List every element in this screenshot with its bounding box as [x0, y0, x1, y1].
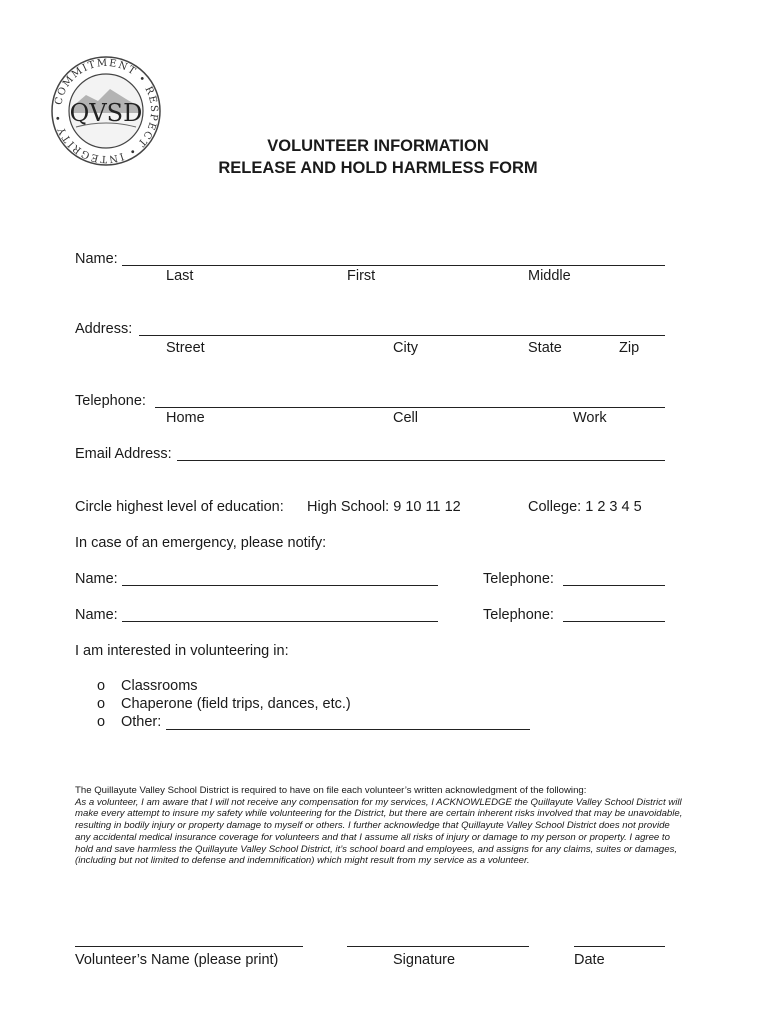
address-sub-zip: Zip [619, 340, 640, 356]
title-line-2: RELEASE AND HOLD HARMLESS FORM [218, 159, 538, 177]
telephone-sub-home: Home [166, 410, 205, 426]
telephone-sub-work: Work [573, 410, 607, 426]
logo-text: QVSD [69, 99, 143, 127]
emergency-phone-label-1: Telephone: [483, 571, 554, 587]
legal-body: As a volunteer, I am aware that I will not receive any compensation for my services, I ACKNOWLEDGE the Quillayute Valley School District will make every attempt to insure my safety while volunteering for the District, but there are certain inherent risks involved that may be unavoidable, resulting in bodily injury or property damage to myself or others. I further acknowledge that Quillayute Valley School District does not provide any accidental medical insurance coverage for volunteers and that I assume all risks of injury or damage to my person or property. I agree to hold and save harmless the Quillayute Valley School District, it’s school board and employees, and assigns for any claims, suites or damages, (including but not limited to defense and indemnification) which might result from my service as a volunteer. [75, 796, 683, 867]
emergency-phone-field-2[interactable] [563, 621, 665, 622]
legal-intro: The Quillayute Valley School District is required to have on file each volunteer’s written acknowledgment of the following: [75, 785, 587, 796]
name-field[interactable] [122, 265, 665, 266]
email-field[interactable] [177, 460, 665, 461]
emergency-phone-field-1[interactable] [563, 585, 665, 586]
address-field[interactable] [139, 335, 665, 336]
option-bullet-other[interactable]: o [97, 714, 106, 730]
telephone-field[interactable] [155, 407, 665, 408]
logo-ring-text: COMMITMENT • RESPECT • INTEGRITY • [52, 57, 160, 165]
emergency-name-label-2: Name: [75, 607, 118, 623]
name-sub-first: First [347, 268, 376, 284]
address-sub-city: City [393, 340, 418, 356]
name-sub-middle: Middle [528, 268, 571, 284]
date-field[interactable] [574, 946, 665, 947]
option-bullet-chaperone[interactable]: o [97, 696, 106, 712]
address-sub-state: State [528, 340, 562, 356]
education-college[interactable]: College: 1 2 3 4 5 [528, 499, 642, 515]
telephone-sub-cell: Cell [393, 410, 418, 426]
legal-text [75, 785, 687, 867]
volunteer-name-label: Volunteer’s Name (please print) [75, 952, 279, 968]
name-label: Name: [75, 251, 118, 267]
signature-field[interactable] [347, 946, 529, 947]
volunteer-name-field[interactable] [75, 946, 303, 947]
education-label: Circle highest level of education: [75, 499, 284, 515]
emergency-name-field-1[interactable] [122, 585, 438, 586]
emergency-phone-label-2: Telephone: [483, 607, 554, 623]
signature-label: Signature [393, 952, 456, 968]
name-sub-last: Last [166, 268, 194, 284]
emergency-name-field-2[interactable] [122, 621, 438, 622]
interest-heading: I am interested in volunteering in: [75, 643, 289, 659]
address-sub-street: Street [166, 340, 205, 356]
education-high-school[interactable]: High School: 9 10 11 12 [307, 499, 461, 515]
email-label: Email Address: [75, 446, 172, 462]
option-chaperone: Chaperone (field trips, dances, etc.) [121, 696, 351, 712]
emergency-name-label-1: Name: [75, 571, 118, 587]
address-label: Address: [75, 321, 133, 337]
option-other-field[interactable] [166, 729, 530, 730]
telephone-label: Telephone: [75, 393, 146, 409]
date-label: Date [574, 952, 605, 968]
option-classrooms: Classrooms [121, 678, 198, 694]
emergency-heading: In case of an emergency, please notify: [75, 535, 327, 551]
option-other: Other: [121, 714, 162, 730]
title-line-1: VOLUNTEER INFORMATION [267, 137, 489, 155]
option-bullet-classrooms[interactable]: o [97, 678, 106, 694]
